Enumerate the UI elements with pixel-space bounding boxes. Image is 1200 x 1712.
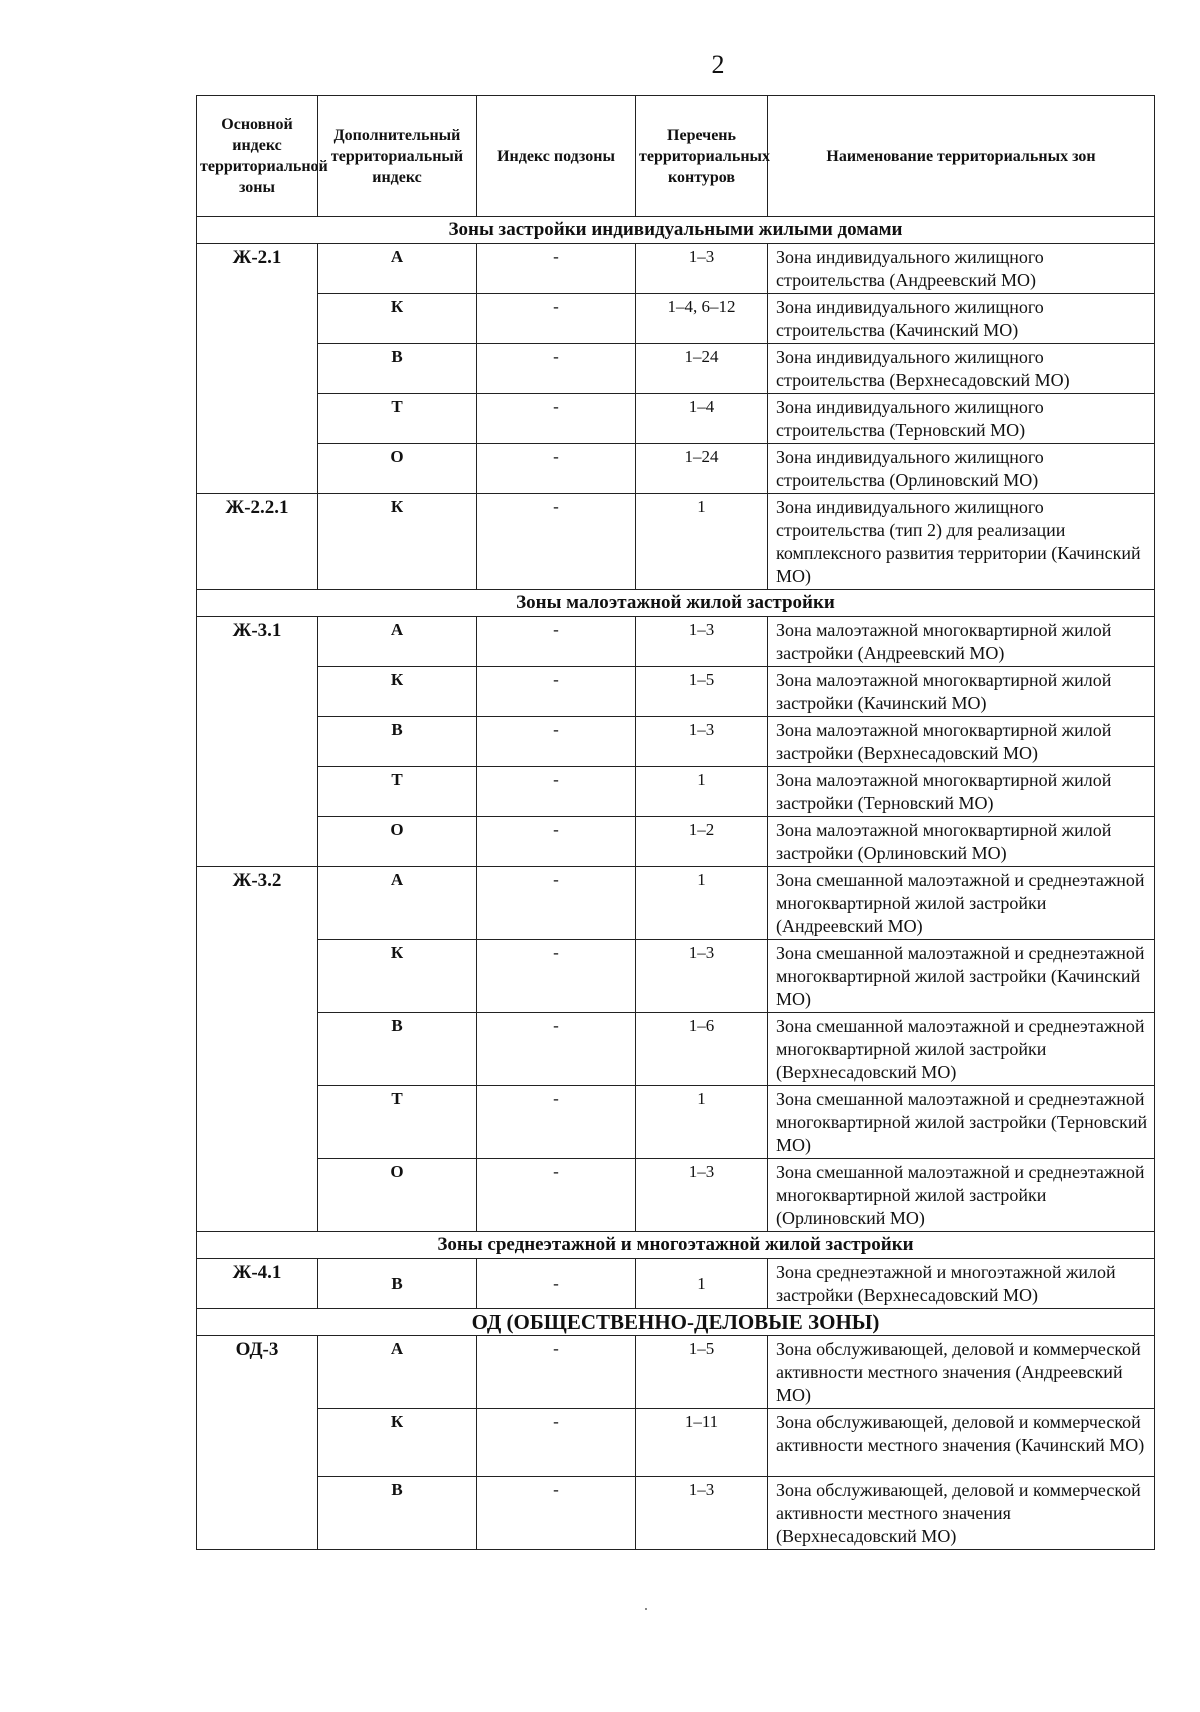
subzone-index-cell: - — [477, 817, 636, 867]
contours-cell: 1–3 — [636, 244, 768, 294]
additional-index-cell: Т — [318, 767, 477, 817]
additional-index-cell: О — [318, 817, 477, 867]
page-number: 2 — [711, 50, 725, 79]
additional-index-cell: К — [318, 667, 477, 717]
header-subzone-index: Индекс подзоны — [477, 96, 636, 217]
additional-index-cell: В — [318, 1013, 477, 1086]
subzone-index-cell: - — [477, 344, 636, 394]
table-header-row — [197, 96, 1155, 217]
contours-cell: 1 — [636, 1086, 768, 1159]
section-title: Зоны среднеэтажной и многоэтажной жилой застройки — [197, 1232, 1155, 1259]
section-title: Зоны застройки индивидуальными жилыми домами — [197, 217, 1155, 244]
additional-index-cell: К — [318, 494, 477, 590]
table-row — [197, 1013, 1155, 1086]
zone-name-cell: Зона малоэтажной многоквартирной жилой застройки (Качинский МО) — [768, 667, 1155, 717]
subzone-index-cell: - — [477, 1336, 636, 1409]
contours-cell: 1–6 — [636, 1013, 768, 1086]
subzone-index-cell: - — [477, 494, 636, 590]
main-index-cell: Ж-3.1 — [197, 617, 318, 867]
contours-cell: 1–24 — [636, 444, 768, 494]
table-row — [197, 867, 1155, 940]
table-row — [197, 1159, 1155, 1232]
subzone-index-cell: - — [477, 617, 636, 667]
table-row — [197, 767, 1155, 817]
zone-name-cell: Зона малоэтажной многоквартирной жилой застройки (Терновский МО) — [768, 767, 1155, 817]
zone-name-cell: Зона индивидуального жилищного строительства (тип 2) для реализации комплексного развития территории (Качинский МО) — [768, 494, 1155, 590]
contours-cell: 1–3 — [636, 1477, 768, 1550]
zone-name-cell: Зона смешанной малоэтажной и среднеэтажной многоквартирной жилой застройки (Орлиновский МО) — [768, 1159, 1155, 1232]
main-index-cell: Ж-4.1 — [197, 1259, 318, 1309]
table-row — [197, 940, 1155, 1013]
subzone-index-cell: - — [477, 667, 636, 717]
subzone-index-cell: - — [477, 867, 636, 940]
table-row — [197, 1259, 1155, 1309]
zone-name-cell: Зона обслуживающей, деловой и коммерческой активности местного значения (Верхнесадовский МО) — [768, 1477, 1155, 1550]
additional-index-cell: А — [318, 1336, 477, 1409]
zone-name-cell: Зона индивидуального жилищного строительства (Орлиновский МО) — [768, 444, 1155, 494]
main-index-cell: Ж-2.2.1 — [197, 494, 318, 590]
additional-index-cell: К — [318, 294, 477, 344]
zone-name-cell: Зона смешанной малоэтажной и среднеэтажной многоквартирной жилой застройки (Терновский МО) — [768, 1086, 1155, 1159]
header-additional-index: Дополнительный территориальный индекс — [318, 96, 477, 217]
additional-index-cell: К — [318, 1409, 477, 1477]
subzone-index-cell: - — [477, 444, 636, 494]
zone-name-cell: Зона смешанной малоэтажной и среднеэтажной многоквартирной жилой застройки (Качинский МО) — [768, 940, 1155, 1013]
subzone-index-cell: - — [477, 1259, 636, 1309]
table-body — [197, 217, 1155, 1550]
zone-name-cell: Зона малоэтажной многоквартирной жилой застройки (Андреевский МО) — [768, 617, 1155, 667]
contours-cell: 1 — [636, 767, 768, 817]
contours-cell: 1 — [636, 494, 768, 590]
zone-name-cell: Зона обслуживающей, деловой и коммерческой активности местного значения (Качинский МО) — [768, 1409, 1155, 1477]
section-header-row — [197, 217, 1155, 244]
additional-index-cell: Т — [318, 394, 477, 444]
contours-cell: 1–3 — [636, 717, 768, 767]
section-header-row — [197, 1309, 1155, 1336]
subzone-index-cell: - — [477, 394, 636, 444]
table-row — [197, 294, 1155, 344]
zone-name-cell: Зона индивидуального жилищного строительства (Андреевский МО) — [768, 244, 1155, 294]
contours-cell: 1–4 — [636, 394, 768, 444]
zone-name-cell: Зона индивидуального жилищного строительства (Качинский МО) — [768, 294, 1155, 344]
contours-cell: 1–5 — [636, 667, 768, 717]
subzone-index-cell: - — [477, 1477, 636, 1550]
contours-cell: 1–24 — [636, 344, 768, 394]
main-index-cell: Ж-3.2 — [197, 867, 318, 1232]
zone-name-cell: Зона среднеэтажной и многоэтажной жилой застройки (Верхнесадовский МО) — [768, 1259, 1155, 1309]
zone-name-cell: Зона индивидуального жилищного строительства (Верхнесадовский МО) — [768, 344, 1155, 394]
contours-cell: 1–11 — [636, 1409, 768, 1477]
additional-index-cell: В — [318, 717, 477, 767]
additional-index-cell: В — [318, 1477, 477, 1550]
additional-index-cell: А — [318, 617, 477, 667]
table-row — [197, 617, 1155, 667]
table-row — [197, 444, 1155, 494]
subzone-index-cell: - — [477, 1086, 636, 1159]
header-contours: Перечень территориальных контуров — [636, 96, 768, 217]
subzone-index-cell: - — [477, 940, 636, 1013]
zone-name-cell: Зона смешанной малоэтажной и среднеэтажной многоквартирной жилой застройки (Верхнесадовский МО) — [768, 1013, 1155, 1086]
contours-cell: 1–5 — [636, 1336, 768, 1409]
zone-name-cell: Зона малоэтажной многоквартирной жилой застройки (Орлиновский МО) — [768, 817, 1155, 867]
section-header-row — [197, 590, 1155, 617]
subzone-index-cell: - — [477, 767, 636, 817]
main-index-cell: Ж-2.1 — [197, 244, 318, 494]
subzone-index-cell: - — [477, 1409, 636, 1477]
contours-cell: 1–3 — [636, 940, 768, 1013]
zone-name-cell: Зона малоэтажной многоквартирной жилой застройки (Верхнесадовский МО) — [768, 717, 1155, 767]
table-row — [197, 1409, 1155, 1477]
table-row — [197, 394, 1155, 444]
zone-name-cell: Зона индивидуального жилищного строительства (Терновский МО) — [768, 394, 1155, 444]
table-row — [197, 717, 1155, 767]
contours-cell: 1–3 — [636, 617, 768, 667]
table-row — [197, 817, 1155, 867]
additional-index-cell: Т — [318, 1086, 477, 1159]
section-header-row — [197, 1232, 1155, 1259]
subzone-index-cell: - — [477, 717, 636, 767]
table-row — [197, 1086, 1155, 1159]
header-zone-name: Наименование территориальных зон — [768, 96, 1155, 217]
contours-cell: 1–4, 6–12 — [636, 294, 768, 344]
territorial-zones-table — [196, 95, 1155, 1550]
zone-name-cell: Зона обслуживающей, деловой и коммерческой активности местного значения (Андреевский МО) — [768, 1336, 1155, 1409]
table-row — [197, 494, 1155, 590]
additional-index-cell: А — [318, 867, 477, 940]
subzone-index-cell: - — [477, 1159, 636, 1232]
additional-index-cell: О — [318, 444, 477, 494]
subzone-index-cell: - — [477, 244, 636, 294]
table-row — [197, 1336, 1155, 1409]
table-row — [197, 344, 1155, 394]
subzone-index-cell: - — [477, 294, 636, 344]
table-row — [197, 1477, 1155, 1550]
contours-cell: 1–3 — [636, 1159, 768, 1232]
main-index-cell: ОД-3 — [197, 1336, 318, 1550]
table-row — [197, 667, 1155, 717]
subzone-index-cell: - — [477, 1013, 636, 1086]
header-main-index: Основной индекс территориальной зоны — [197, 96, 318, 217]
additional-index-cell: А — [318, 244, 477, 294]
contours-cell: 1 — [636, 867, 768, 940]
contours-cell: 1 — [636, 1259, 768, 1309]
additional-index-cell: О — [318, 1159, 477, 1232]
section-title: ОД (ОБЩЕСТВЕННО-ДЕЛОВЫЕ ЗОНЫ) — [197, 1309, 1155, 1336]
additional-index-cell: В — [318, 1259, 477, 1309]
contours-cell: 1–2 — [636, 817, 768, 867]
additional-index-cell: К — [318, 940, 477, 1013]
table-row — [197, 244, 1155, 294]
scan-artifact — [645, 1608, 647, 1610]
zone-name-cell: Зона смешанной малоэтажной и среднеэтажной многоквартирной жилой застройки (Андреевский МО) — [768, 867, 1155, 940]
additional-index-cell: В — [318, 344, 477, 394]
section-title: Зоны малоэтажной жилой застройки — [197, 590, 1155, 617]
